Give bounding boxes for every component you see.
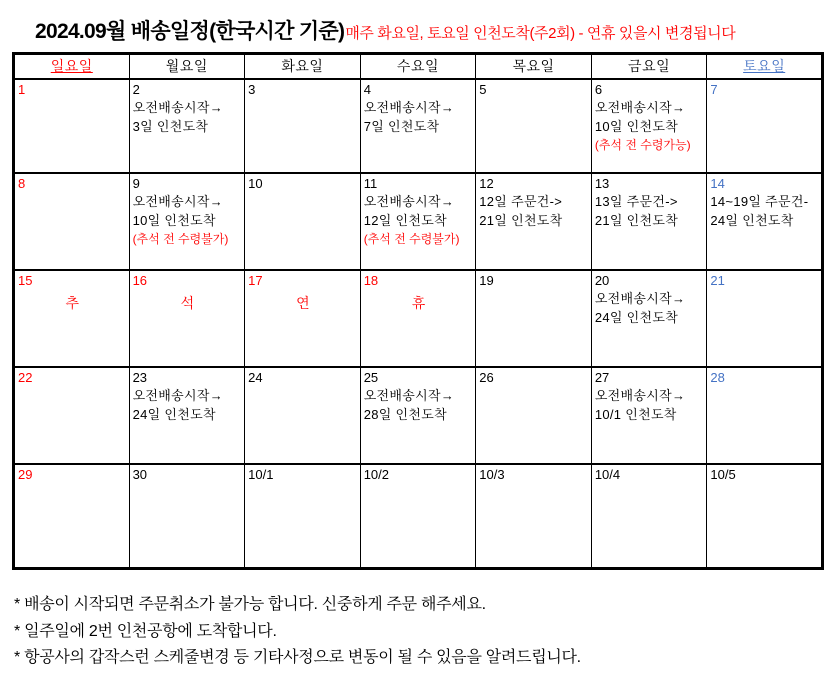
shipping-note-line: 3일 인천도착 [132, 118, 209, 134]
calendar-day-cell [476, 79, 592, 173]
calendar-day-cell [476, 464, 592, 569]
day-number: 13 [594, 175, 610, 191]
holiday-letter: 연 [296, 294, 310, 311]
footnote-arrival-frequency: * 일주일에 2번 인천공항에 도착합니다. [14, 622, 277, 640]
calendar-day-cell [707, 79, 823, 173]
calendar-header-tuesday: 화요일 [245, 54, 361, 79]
holiday-pickup-note: (추석 전 수령가능) [594, 137, 691, 152]
calendar-day-cell [476, 367, 592, 464]
calendar-day-cell [591, 464, 707, 569]
day-number: 10 [248, 175, 263, 191]
day-number: 10/1 [248, 466, 274, 482]
shipping-note-line: 28일 인천도착 [363, 406, 447, 422]
shipping-note-line: 24일 인천도착 [710, 212, 794, 228]
calendar-day-cell [707, 367, 823, 464]
shipping-note-line: 오전배송시작→ [363, 387, 455, 403]
calendar-day-cell [707, 270, 823, 367]
day-number: 5 [479, 81, 487, 97]
day-number: 10/4 [594, 466, 621, 482]
day-number: 14 [710, 175, 725, 191]
day-number: 8 [18, 175, 26, 191]
shipping-note-line: 12일 주문건-> [479, 193, 563, 209]
shipping-note-line: 10/1 인천도착 [594, 406, 677, 422]
calendar-header-wednesday: 수요일 [360, 54, 476, 79]
day-number: 28 [710, 369, 725, 385]
calendar-day-cell [707, 173, 823, 270]
footnote-cancel-policy: * 배송이 시작되면 주문취소가 불가능 합니다. 신중하게 주문 해주세요. [14, 596, 486, 613]
day-number: 18 [363, 272, 379, 288]
calendar-day-cell [245, 79, 361, 173]
day-number: 2 [132, 81, 140, 97]
calendar-header-friday: 금요일 [591, 54, 707, 79]
holiday-letter: 휴 [411, 294, 426, 311]
day-number: 24 [248, 369, 263, 385]
day-number: 22 [18, 369, 33, 385]
calendar-day-cell [360, 270, 476, 367]
day-number: 1 [18, 81, 26, 97]
calendar-header-sunday: 일요일 [14, 54, 130, 79]
shipping-note-line: 12일 인천도착 [363, 212, 447, 228]
schedule-note: 매주 화요일, 토요일 인천도착(주2회) - 연휴 있을시 변경됩니다 [345, 25, 736, 42]
day-number: 6 [594, 81, 603, 97]
shipping-note-line: 오전배송시작→ [132, 193, 224, 209]
shipping-note-line: 오전배송시작→ [363, 99, 455, 115]
calendar-week-row [14, 464, 823, 569]
calendar-day-cell [591, 79, 707, 173]
day-number: 30 [132, 466, 148, 482]
calendar-week-row [14, 270, 823, 367]
day-number: 25 [363, 369, 379, 385]
day-number: 16 [132, 272, 148, 288]
day-number: 19 [479, 272, 494, 288]
calendar-day-cell [360, 367, 476, 464]
calendar-week-row [14, 173, 823, 270]
day-number: 21 [710, 272, 725, 288]
calendar-day-cell [129, 367, 245, 464]
calendar-day-cell [129, 79, 245, 173]
calendar-day-cell [245, 367, 361, 464]
title-bar [35, 15, 835, 45]
calendar-day-cell [14, 270, 130, 367]
shipping-note-line: 오전배송시작→ [132, 387, 224, 403]
holiday-letter: 석 [180, 294, 195, 311]
calendar-day-cell [129, 173, 245, 270]
calendar-day-cell [476, 173, 592, 270]
calendar-day-cell [591, 270, 707, 367]
shipping-note-line: 21일 인천도착 [479, 212, 563, 228]
footnote-schedule-change: * 항공사의 갑작스런 스케줄변경 등 기타사정으로 변동이 될 수 있음을 알려드립니다. [14, 649, 581, 666]
day-number: 10/2 [363, 466, 389, 482]
calendar-day-cell [707, 464, 823, 569]
calendar-header-saturday: 토요일 [707, 54, 823, 79]
shipping-note-line: 7일 인천도착 [363, 118, 440, 134]
day-number: 12 [479, 175, 494, 191]
shipping-note-line: 오전배송시작→ [594, 290, 686, 306]
calendar-header-monday: 월요일 [129, 54, 245, 79]
day-number: 23 [132, 369, 148, 385]
shipping-note-line: 13일 주문건-> [594, 193, 678, 209]
calendar-day-cell [360, 79, 476, 173]
day-number: 11 [363, 175, 378, 191]
day-number: 26 [479, 369, 494, 385]
footnotes [14, 592, 835, 672]
calendar-week-row [14, 79, 823, 173]
day-number: 3 [248, 81, 256, 97]
shipping-note-line: 오전배송시작→ [594, 99, 686, 115]
calendar-day-cell [14, 367, 130, 464]
day-number: 7 [710, 81, 718, 97]
shipping-note-line: 21일 인천도착 [594, 212, 679, 228]
day-number: 17 [248, 272, 263, 288]
calendar-day-cell [129, 270, 245, 367]
day-number: 4 [363, 81, 371, 97]
holiday-pickup-note: (추석 전 수령불가) [132, 231, 229, 246]
day-number: 9 [132, 175, 140, 191]
calendar-day-cell [591, 173, 707, 270]
shipping-note-line: 오전배송시작→ [132, 99, 224, 115]
holiday-letter: 추 [65, 294, 80, 311]
calendar-day-cell [129, 464, 245, 569]
shipping-note-line: 오전배송시작→ [594, 387, 686, 403]
calendar-week-row [14, 367, 823, 464]
shipping-note-line: 오전배송시작→ [363, 193, 455, 209]
shipping-note-line: 24일 인천도착 [594, 309, 679, 325]
calendar-day-cell [360, 173, 476, 270]
shipping-note-line: 10일 인천도착 [132, 212, 216, 228]
calendar-day-cell [14, 173, 130, 270]
day-number: 10/3 [479, 466, 505, 482]
shipping-note-line: 10일 인천도착 [594, 118, 679, 134]
calendar-day-cell [591, 367, 707, 464]
page-title: 2024.09월 배송일정(한국시간 기준) [35, 20, 345, 43]
holiday-pickup-note: (추석 전 수령불가) [363, 231, 460, 246]
calendar-day-cell [245, 464, 361, 569]
calendar-day-cell [360, 464, 476, 569]
shipping-calendar [12, 52, 824, 570]
day-number: 10/5 [710, 466, 736, 482]
calendar-body [14, 79, 823, 569]
calendar-day-cell [476, 270, 592, 367]
calendar-day-cell [245, 173, 361, 270]
day-number: 15 [18, 272, 33, 288]
calendar-header-thursday: 목요일 [476, 54, 592, 79]
day-number: 29 [18, 466, 33, 482]
shipping-note-line: 14~19일 주문건- [710, 193, 809, 209]
calendar-day-cell [245, 270, 361, 367]
calendar-header-row [14, 54, 823, 79]
day-number: 20 [594, 272, 610, 288]
calendar-day-cell [14, 79, 130, 173]
day-number: 27 [594, 369, 610, 385]
shipping-note-line: 24일 인천도착 [132, 406, 216, 422]
calendar-day-cell [14, 464, 130, 569]
